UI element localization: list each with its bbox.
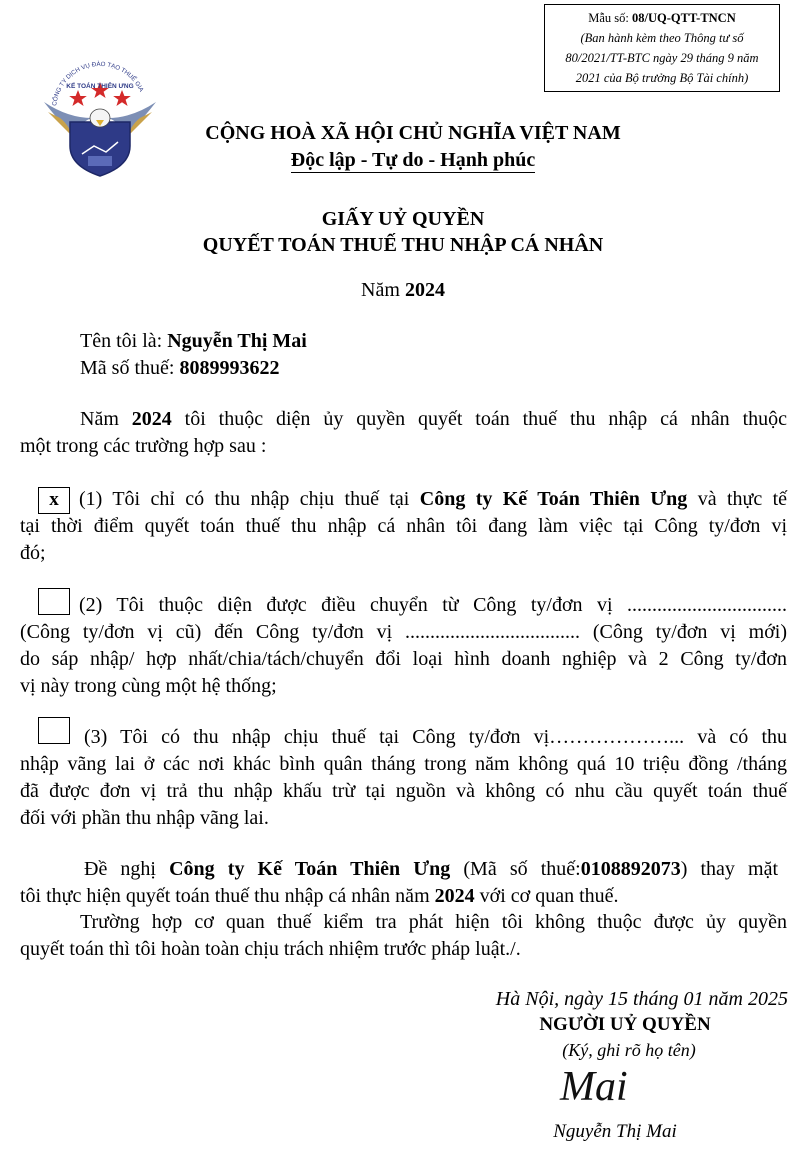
intro-year: 2024 xyxy=(131,408,172,430)
option-2-checkbox[interactable] xyxy=(38,588,70,615)
option-1-text-post: và thực tế xyxy=(697,488,788,510)
form-note-line-3: 2021 của Bộ trưởng Bộ Tài chính) xyxy=(575,71,749,85)
option-3-line-2: nhập vãng lai ở các nơi khác bình quân tháng trong năm không quá 10 triệu đồng /tháng xyxy=(20,753,787,775)
option-3-line-4: đối với phần thu nhập vãng lai. xyxy=(20,807,269,829)
request-line-3: Trường hợp cơ quan thuế kiểm tra phát hiện tôi không thuộc được ủy quyền xyxy=(80,911,787,933)
request-pre: Đề nghị xyxy=(84,858,156,880)
name-label: Tên tôi là: xyxy=(80,330,163,352)
document-year-line xyxy=(0,279,798,302)
form-code: 08/UQ-QTT-TNCN xyxy=(632,11,736,25)
option-1-line-3: đó; xyxy=(20,542,46,564)
request-line2-year: 2024 xyxy=(434,885,475,907)
option-3-line-3: đã được đơn vị trả thu nhập khấu trừ tại nguồn và không có nhu cầu quyết toán thuế xyxy=(20,780,787,802)
intro-line-2: một trong các trường hợp sau : xyxy=(20,435,267,457)
country-motto xyxy=(0,149,798,172)
request-company: Công ty Kế Toán Thiên Ưng xyxy=(169,858,451,880)
request-mst-label: (Mã số thuế: xyxy=(463,858,581,880)
request-line-1 xyxy=(84,856,778,883)
option-2-line-1: (2) Tôi thuộc diện được điều chuyển từ Công ty/đơn vị ................................ xyxy=(79,594,787,616)
handwritten-signature xyxy=(556,1062,676,1112)
form-note-line-1: (Ban hành kèm theo Thông tư số xyxy=(580,31,744,45)
request-line-2 xyxy=(20,883,619,910)
place-date: Hà Nội, ngày 15 tháng 01 năm 2025 xyxy=(495,988,788,1010)
year-label: Năm xyxy=(361,279,400,301)
document-title: GIẤY UỶ QUYỀN xyxy=(321,208,485,230)
option-1-line-1 xyxy=(79,486,787,513)
sign-instruction: (Ký, ghi rõ họ tên) xyxy=(562,1040,696,1060)
year-value: 2024 xyxy=(404,279,445,301)
option-2-line-4: vị này trong cùng một hệ thống; xyxy=(20,675,277,697)
request-line2-pre: tôi thực hiện quyết toán thuế thu nhập cá nhân năm xyxy=(20,885,430,907)
country-title: CỘNG HOÀ XÃ HỘI CHỦ NGHĨA VIỆT NAM xyxy=(205,122,621,144)
tax-code-line xyxy=(80,355,279,382)
option-1-text: (1) Tôi chỉ có thu nhập chịu thuế tại xyxy=(79,488,410,510)
country-motto-text: Độc lập - Tự do - Hạnh phúc xyxy=(290,149,536,171)
form-code-box xyxy=(544,4,780,92)
person-name: Nguyễn Thị Mai xyxy=(167,330,307,352)
intro-line-1 xyxy=(80,406,787,433)
option-3-line-1: (3) Tôi có thu nhập chịu thuế tại Công ty/đơn vị………………... và có thu xyxy=(84,726,787,748)
request-mst: 0108892073 xyxy=(580,858,681,880)
option-1-line-2: tại thời điểm quyết toán thuế thu nhập cá nhân tôi đang làm việc tại Công ty/đơn vị xyxy=(20,515,787,537)
request-line2-post: với cơ quan thuế. xyxy=(479,885,619,907)
option-1-checkbox[interactable]: x xyxy=(38,487,70,514)
form-code-label: Mẫu số: xyxy=(588,11,629,25)
document-subtitle: QUYẾT TOÁN THUẾ THU NHẬP CÁ NHÂN xyxy=(202,234,604,256)
signature-text: Mai xyxy=(560,1064,628,1110)
option-2-line-2: (Công ty/đơn vị cũ) đến Công ty/đơn vị ................................... (Công ty/đơn vị mới) xyxy=(20,621,787,643)
logo-arc-text: CÔNG TY DỊCH VỤ ĐÀO TẠO THUẾ GIA xyxy=(51,60,145,107)
option-2-line-3: do sáp nhập/ hợp nhất/chia/tách/chuyển đổi loại hình doanh nghiệp và 2 Công ty/đơn xyxy=(20,648,787,670)
signer-role: NGƯỜI UỶ QUYỀN xyxy=(539,1014,711,1035)
intro-prefix: Năm xyxy=(80,408,119,430)
option-1-company: Công ty Kế Toán Thiên Ưng xyxy=(419,488,688,510)
tax-code-label: Mã số thuế: xyxy=(80,357,175,379)
signer-name: Nguyễn Thị Mai xyxy=(553,1121,677,1142)
form-code-line xyxy=(545,8,779,28)
request-post: ) thay mặt xyxy=(680,858,779,880)
request-line-4: quyết toán thì tôi hoàn toàn chịu trách nhiệm trước pháp luật./. xyxy=(20,938,521,960)
option-3-checkbox[interactable] xyxy=(38,717,70,744)
intro-line1-rest: tôi thuộc diện ủy quyền quyết toán thuế thu nhập cá nhân thuộc xyxy=(184,408,788,430)
form-note-line-2: 80/2021/TT-BTC ngày 29 tháng 9 năm xyxy=(565,51,759,65)
tax-code-value: 8089993622 xyxy=(179,357,280,379)
logo-company-text: KẾ TOÁN THIÊN ƯNG xyxy=(66,83,134,90)
name-line xyxy=(80,328,307,355)
signature-icon xyxy=(556,1062,676,1112)
